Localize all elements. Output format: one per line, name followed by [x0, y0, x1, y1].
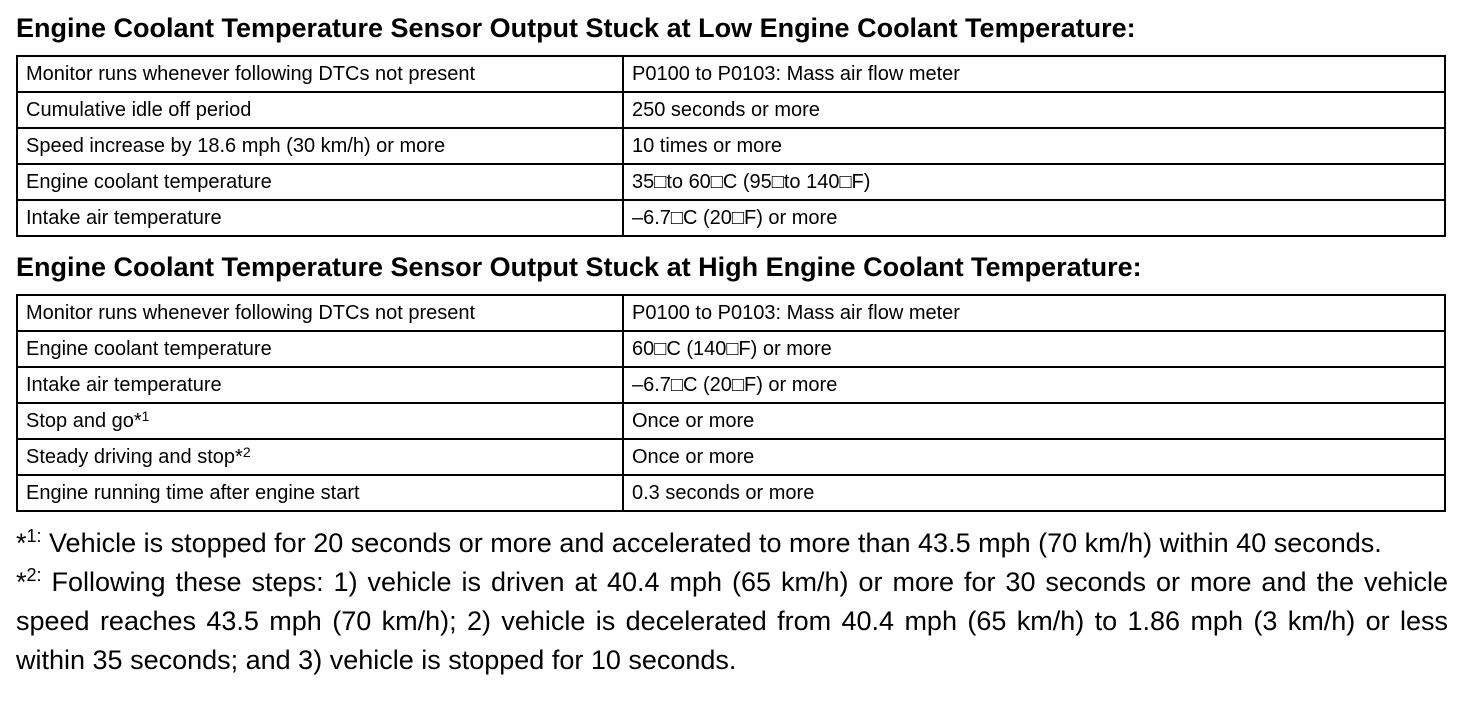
- condition-label: Intake air temperature: [17, 200, 623, 236]
- table-row: [17, 200, 1445, 236]
- condition-label-text: Monitor runs whenever following DTCs not present: [26, 302, 476, 324]
- condition-label-text: Engine coolant temperature: [26, 338, 272, 360]
- condition-value: P0100 to P0103: Mass air flow meter: [623, 56, 1445, 92]
- condition-label: Engine coolant temperature: [17, 164, 623, 200]
- condition-label: Cumulative idle off period: [17, 92, 623, 128]
- spec-table-high: [16, 294, 1446, 512]
- table-row: [17, 439, 1445, 475]
- condition-label-text: Stop and go*: [26, 410, 142, 432]
- footnote-2: [16, 563, 1448, 680]
- footnote-mark: *: [16, 567, 27, 597]
- condition-value: 250 seconds or more: [623, 92, 1445, 128]
- condition-value: Once or more: [623, 439, 1445, 475]
- footnote-1: [16, 524, 1448, 563]
- footnote-mark: *: [16, 528, 27, 558]
- footnote-text: Following these steps: 1) vehicle is driven at 40.4 mph (65 km/h) or more for 30 seconds or more and the vehicle speed reaches 43.5 mph (70 km/h); 2) vehicle is decelerated from 40.4 mph (65 km/h) to 1.86 mph (3 km/h) or less within 35 seconds; and 3) vehicle is stopped for 10 seconds.: [16, 567, 1448, 675]
- footnote-number: 2:: [26, 565, 42, 585]
- table-row: [17, 128, 1445, 164]
- table-row: [17, 295, 1445, 331]
- condition-value: Once or more: [623, 403, 1445, 439]
- table-row: [17, 164, 1445, 200]
- footnote-ref: 2: [242, 444, 251, 460]
- section-title-high: Engine Coolant Temperature Sensor Output Stuck at High Engine Coolant Temperature:: [16, 252, 1142, 282]
- table-row: [17, 475, 1445, 511]
- footnote-text: Vehicle is stopped for 20 seconds or more and accelerated to more than 43.5 mph (70 km/h) within 40 seconds.: [41, 528, 1382, 558]
- condition-label: [17, 439, 623, 475]
- condition-label-text: Steady driving and stop*: [26, 446, 243, 468]
- table-row: [17, 56, 1445, 92]
- condition-label: [17, 403, 623, 439]
- footnote-number: 1:: [26, 526, 42, 546]
- condition-value: 60□C (140□F) or more: [623, 331, 1445, 367]
- condition-label-text: Engine running time after engine start: [26, 482, 360, 504]
- section-title-low: Engine Coolant Temperature Sensor Output Stuck at Low Engine Coolant Temperature:: [16, 13, 1136, 43]
- table-row: [17, 331, 1445, 367]
- condition-label: Monitor runs whenever following DTCs not present: [17, 56, 623, 92]
- condition-value: –6.7□C (20□F) or more: [623, 200, 1445, 236]
- spec-table-low: [16, 55, 1446, 237]
- condition-value: 10 times or more: [623, 128, 1445, 164]
- condition-value: –6.7□C (20□F) or more: [623, 367, 1445, 403]
- condition-label-text: Intake air temperature: [26, 374, 222, 396]
- table-row: [17, 92, 1445, 128]
- condition-label: [17, 367, 623, 403]
- condition-value: 0.3 seconds or more: [623, 475, 1445, 511]
- condition-value: 35□to 60□C (95□to 140□F): [623, 164, 1445, 200]
- table-row: [17, 403, 1445, 439]
- footnote-ref: 1: [141, 408, 150, 424]
- condition-label: [17, 295, 623, 331]
- table-row: [17, 367, 1445, 403]
- condition-value: P0100 to P0103: Mass air flow meter: [623, 295, 1445, 331]
- condition-label: Speed increase by 18.6 mph (30 km/h) or more: [17, 128, 623, 164]
- footnotes: [16, 524, 1448, 680]
- condition-label: [17, 475, 623, 511]
- condition-label: [17, 331, 623, 367]
